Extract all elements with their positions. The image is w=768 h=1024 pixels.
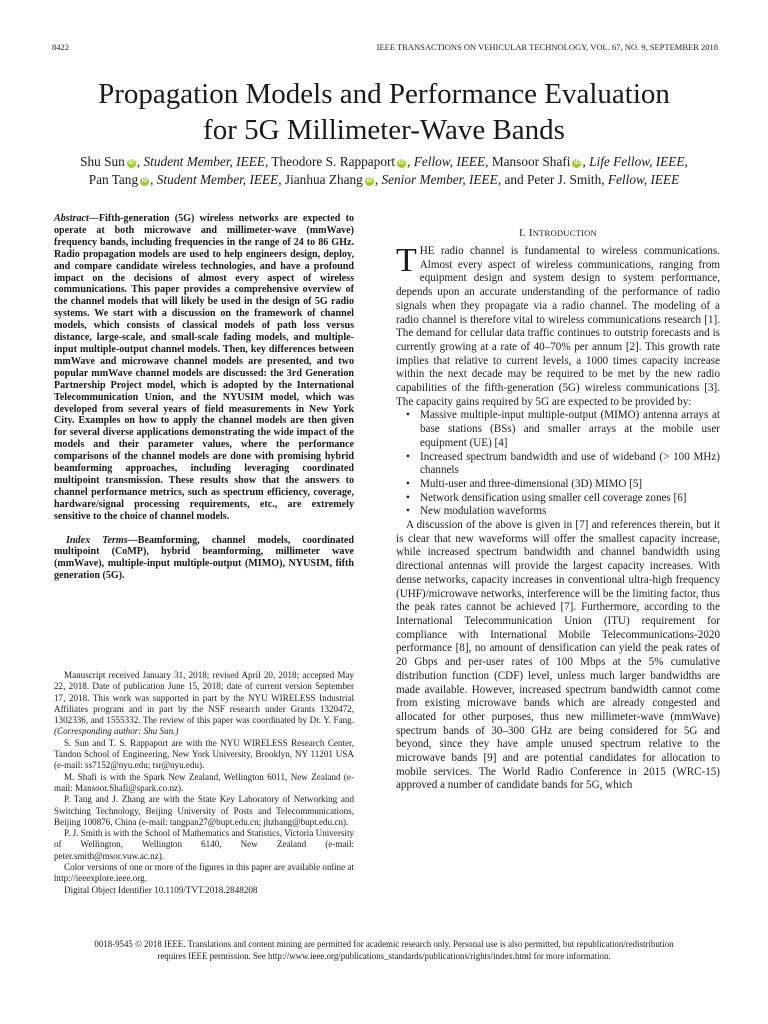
orcid-icon[interactable]: iD xyxy=(366,178,373,184)
left-column xyxy=(54,213,354,582)
author-degree: Student Member, IEEE xyxy=(156,172,279,187)
section-title-initial: I xyxy=(528,227,533,239)
section-number: I. xyxy=(519,227,526,239)
index-terms-label: Index Terms xyxy=(66,534,128,546)
author-degree: Student Member, IEEE xyxy=(143,154,265,169)
author-degree: Fellow, IEEE xyxy=(607,172,680,187)
footnote-doi: Digital Object Identifier 10.1109/TVT.2018.2848208 xyxy=(64,884,258,895)
paper-title xyxy=(0,76,768,148)
right-column xyxy=(396,227,720,793)
orcid-icon[interactable]: iD xyxy=(128,160,135,166)
drop-cap: T xyxy=(396,242,417,279)
journal-header: IEEE TRANSACTIONS ON VEHICULAR TECHNOLOGY, VOL. 67, NO. 9, SEPTEMBER 2018 xyxy=(376,42,718,52)
list-item: • Massive multiple-input multiple-output (MIMO) antenna arrays at base stations (BSs) and smaller arrays at the mobile user equipment (UE) [4] xyxy=(420,409,720,450)
author-name: Theodore S. Rappaport xyxy=(271,154,396,169)
orcid-icon[interactable]: iD xyxy=(573,160,580,166)
intro-paragraph-1-text: HE radio channel is fundamental to wireless communications. Almost every aspect of wireless communications, ranging from equipment design and system design to system performance, depends upon an accurate understanding of the performance of radio signals when they propagate via a radio channel. The modeling of a radio channel is therefore vital to wireless communications research [1]. The demand for cellular data traffic continues to outstrip forecasts and is currently growing at a rate of 40–70% per annum [2]. This growth rate implies that relative to current levels, a 1000 times capacity increase within the next decade may be required to be met by the new radio capabilities of the fifth-generation (5G) wireless communications [3]. The capacity gains required by 5G are expected to be provided by: xyxy=(396,245,720,408)
copyright-line-1: 0018-9545 © 2018 IEEE. Translations and content mining are permitted for academic research only. Personal use is also permitted, but republication/redistribution xyxy=(94,939,674,949)
footnote-affiliation: P. Tang and J. Zhang are with the State Key Laboratory of Networking and Switching Technology, Beijing University of Posts and Telecommunications, Beijing 100876, China (e-mail: tangpan27@bupt.edu.cn; jhzhang@bupt.edu.cn). xyxy=(54,794,354,827)
abstract-text: —Fifth-generation (5G) wireless networks are expected to operate at both microwave and millimeter-wave (mmWave) frequency bands, including frequencies in the range of 24 to 86 GHz. Radio propagation models are used to help engineers design, deploy, and compare candidate wireless technologies, and have a profound impact on the decisions of almost every aspect of wireless communications. This paper provides a comprehensive overview of the channel models that will likely be used in the design of 5G radio systems. We start with a discussion on the framework of channel models, which consists of classical models of path loss versus distance, large-scale, and small-scale fading models, and multiple-input multiple-output channel models. Then, key differences between mmWave and microwave channel models are presented, and two popular mmWave channel models are discussed: the 3rd Generation Partnership Project model, which is adopted by the International Telecommunication Union, and the NYUSIM model, which was developed from several years of field measurements in New York City. Examples on how to apply the channel models are then given for several diverse applications demonstrating the wide impact of the models and their parameter values, where the performance comparisons of the channel models are done with promising hybrid beamforming approaches, including leveraging coordinated multipoint transmission. These results show that the answers to channel performance metrics, such as spectrum efficiency, coverage, hardware/signal processing requirements, etc., are extremely sensitive to the choice of channel models. xyxy=(54,213,354,522)
author-name: Shu Sun xyxy=(80,154,125,169)
author-name: Mansoor Shafi xyxy=(491,154,571,169)
orcid-icon[interactable]: iD xyxy=(141,178,148,184)
footnote-manuscript xyxy=(54,670,354,738)
author-list: Shu Sun iD , Student Member, IEEE, Theodore S. Rappaport iD , Fellow, IEEE, Mansoor Shafi iD , Life Fellow, IEEE, Pan Tang iD , Student Member, IEEE, Jianhua Zhang iD , Senior Member, IEEE, and Peter J. Smith, Fellow, IEEE xyxy=(80,154,688,187)
orcid-icon[interactable]: iD xyxy=(398,160,405,166)
list-item: • Increased spectrum bandwidth and use of wideband (> 100 MHz) channels xyxy=(420,451,720,478)
capacity-gains-list xyxy=(396,409,720,519)
footnote-affiliation: M. Shafi is with the Spark New Zealand, Wellington 6011, New Zealand (e-mail: Mansoor.Shafi@spark.co.nz). xyxy=(54,771,354,793)
abstract xyxy=(54,213,354,523)
footnote-affiliation: S. Sun and T. S. Rappaport are with the NYU WIRELESS Research Center, Tandon School of Engineering, New York University, Brooklyn, NY 11201 USA (e-mail: ss7152@nyu.edu; tsr@nyu.edu). xyxy=(54,737,354,771)
author-degree: Senior Member, IEEE xyxy=(381,172,498,187)
copyright-notice xyxy=(40,939,728,962)
copyright-line-2: requires IEEE permission. See http://www.ieee.org/publications_standards/publications/rights/index.html for more information. xyxy=(157,950,611,961)
footnote-manuscript-text: Manuscript received January 31, 2018; revised April 20, 2018; accepted May 22, 2018. Date of publication June 15, 2018; date of current version September 17, 2018. This work was supported in part by the NYU WIRELESS Industrial Affiliates program and in part by the NSF research under Grants 1320472, 1302336, and 1555332. The review of this paper was coordinated by Dr. Y. Fang. xyxy=(54,670,354,726)
author-name: Pan Tang xyxy=(88,172,139,187)
footnote-affiliation: P. J. Smith is with the School of Mathematics and Statistics, Victoria University of Wellington, Wellington 6140, New Zealand (e-mail: peter.smith@msor.vuw.ac.nz). xyxy=(54,828,355,861)
index-terms-text: —Beamforming, channel models, coordinated multipoint (CoMP), hybrid beamforming, millimeter wave (mmWave), multiple-input multiple-output (MIMO), NYUSIM, fifth generation (5G). xyxy=(54,534,354,582)
title-line-2: for 5G Millimeter-Wave Bands xyxy=(203,114,565,146)
list-item: • Multi-user and three-dimensional (3D) MIMO [5] xyxy=(420,478,720,492)
page-number: 8422 xyxy=(52,42,69,52)
author-name: Peter J. Smith xyxy=(527,172,602,187)
author-degree: Life Fellow, IEEE xyxy=(589,154,685,169)
list-item: • Network densification using smaller cell coverage zones [6] xyxy=(420,492,720,506)
index-terms xyxy=(54,535,354,583)
intro-paragraph-2: A discussion of the above is given in [7] and references therein, but it is clear that new waveforms will offer the smallest capacity increase, while increased spectrum bandwidth and channel bandwidth using directional antennas will provide the largest capacity increases. With dense networks, capacity increases in conventional ultra-high frequency (UHF)/microwave networks, interference will be the limiting factor, thus the peak rates cannot be achieved [7]. Furthermore, according to the International Telecommunication Union (ITU) requirement for compliance with International Mobile Telecommunications-2020 performance [8], no amount of densification can yield the peak rates of 20 Gbps and per-user rates of 100 Mbps at the 5% cumulative distribution function (CDF) level, unless much larger bandwidths are made available. However, increased spectrum bandwidth cannot come from existing microwave bands which are already congested and allocated for other purposes, thus new millimeter-wave (mmWave) spectrum bands of 30–300 GHz are being considered for 5G and beyond, since they have ample unused spectrum relative to the microwave bands [9] and are potential candidates for allocation to mobile services. The World Radio Conference in 2015 (WRC-15) approved a number of candidate bands for 5G, which xyxy=(396,519,720,792)
corresponding-author: (Corresponding author: Shu Sun.) xyxy=(54,726,179,737)
title-line-1: Propagation Models and Performance Evaluation xyxy=(98,78,670,110)
and-connector: and xyxy=(504,172,524,187)
section-title-rest: NTRODUCTION xyxy=(532,228,597,238)
footnotes xyxy=(54,670,354,896)
footnote-color-versions: Color versions of one or more of the figures in this paper are available online at http://ieeexplore.ieee.org. xyxy=(54,862,354,884)
list-item: • New modulation waveforms xyxy=(420,505,720,519)
author-degree: Fellow, IEEE xyxy=(413,154,486,169)
section-heading xyxy=(396,227,720,239)
intro-paragraph-1 xyxy=(396,242,720,409)
author-name: Jianhua Zhang xyxy=(284,172,363,187)
abstract-label: Abstract xyxy=(54,213,89,224)
